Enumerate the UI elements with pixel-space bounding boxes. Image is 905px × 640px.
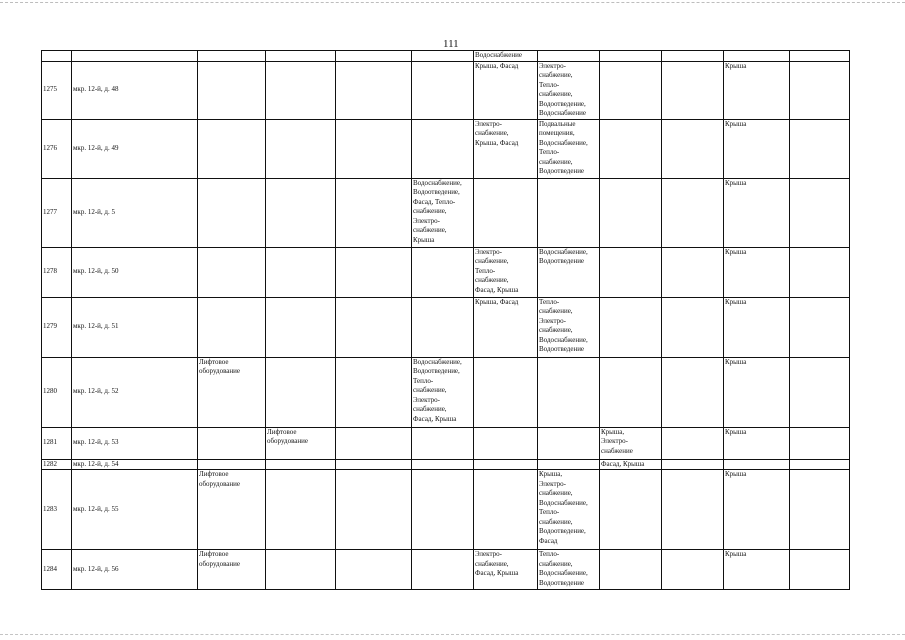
work-item: Тепло- [539, 297, 560, 306]
work-cell [412, 427, 474, 459]
work-cell [538, 61, 600, 119]
work-item: снабжение, [539, 326, 573, 334]
work-item: Крыша [725, 357, 747, 366]
work-item: Электро- [601, 437, 628, 445]
table-row [42, 297, 850, 357]
work-cell [724, 550, 790, 590]
row-number: 1275 [42, 61, 72, 119]
empty-cell [790, 470, 850, 550]
work-item: снабжение, [413, 386, 447, 394]
table-row [42, 247, 850, 297]
work-cell [662, 459, 724, 470]
header-cell: Водоснабжение [474, 51, 538, 62]
row-number: 1283 [42, 470, 72, 550]
work-item: снабжение, [413, 226, 447, 234]
work-cell [266, 61, 336, 119]
work-cell [600, 427, 662, 459]
work-cell [474, 119, 538, 178]
work-item: снабжение [601, 446, 633, 455]
work-item: Водоотведение [539, 578, 585, 587]
work-item: Водоснабжение, [539, 138, 588, 147]
table-row [42, 459, 850, 470]
row-number: 1281 [42, 427, 72, 459]
work-cell [412, 357, 474, 427]
work-item: Крыша, [539, 470, 563, 478]
work-item: Тепло- [539, 550, 560, 558]
work-cell [412, 119, 474, 178]
work-cell [198, 357, 266, 427]
empty-cell [790, 247, 850, 297]
work-cell [336, 357, 412, 427]
work-item: Водоснабжение [539, 109, 587, 117]
work-cell [474, 178, 538, 247]
work-item: Фасад, Крыша [475, 569, 519, 577]
work-cell [724, 178, 790, 247]
row-number: 1276 [42, 119, 72, 178]
work-item: Электро- [413, 216, 440, 225]
work-item: Крыша, Фасад [475, 61, 519, 70]
work-cell [336, 427, 412, 459]
work-item: Водоотведение [539, 257, 585, 265]
work-item: оборудование [267, 437, 309, 445]
table-row [42, 119, 850, 178]
work-cell [538, 470, 600, 550]
work-cell [474, 550, 538, 590]
header-cell [790, 51, 850, 62]
work-cell [724, 247, 790, 297]
empty-cell [790, 297, 850, 357]
empty-cell [790, 427, 850, 459]
work-item: снабжение, [413, 405, 447, 413]
work-item: Тепло- [539, 148, 560, 156]
work-cell [600, 550, 662, 590]
work-cell [724, 297, 790, 357]
work-cell [538, 119, 600, 178]
table-row [42, 61, 850, 119]
work-cell [266, 357, 336, 427]
work-item: Водоотведение [539, 167, 585, 175]
work-cell [600, 297, 662, 357]
work-item: Водоотведение, [413, 188, 460, 196]
work-item: Водоснабжение, [539, 335, 588, 344]
work-cell [412, 550, 474, 590]
work-cell [474, 357, 538, 427]
row-number: 1280 [42, 357, 72, 427]
work-cell [198, 297, 266, 357]
work-cell [662, 550, 724, 590]
work-cell [412, 459, 474, 470]
work-cell [474, 427, 538, 459]
work-cell [600, 470, 662, 550]
header-cell [198, 51, 266, 62]
work-cell [336, 178, 412, 247]
work-item: Фасад, Крыша [601, 459, 645, 468]
table-row [42, 178, 850, 247]
work-cell [266, 550, 336, 590]
work-item: оборудование [199, 367, 241, 375]
work-cell [724, 119, 790, 178]
work-cell [662, 297, 724, 357]
work-cell [474, 297, 538, 357]
empty-cell [790, 119, 850, 178]
empty-cell [790, 357, 850, 427]
work-item: Крыша [413, 235, 435, 244]
header-cell [412, 51, 474, 62]
row-address: мкр. 12-й, д. 54 [72, 459, 198, 470]
work-item: Водоснабжение, [539, 498, 588, 507]
table-row [42, 550, 850, 590]
work-cell [538, 459, 600, 470]
work-item: снабжение, [539, 307, 573, 315]
work-cell [198, 61, 266, 119]
work-item: Водоснабжение, [413, 357, 462, 366]
work-item: Водоснабжение, [539, 247, 588, 256]
work-cell [474, 470, 538, 550]
page-number: 111 [443, 38, 459, 50]
header-cell [336, 51, 412, 62]
work-item: Крыша [725, 470, 747, 478]
work-cell [266, 297, 336, 357]
row-address: мкр. 12-й, д. 52 [72, 357, 198, 427]
work-item: Крыша [725, 550, 747, 558]
repair-schedule-table [41, 50, 850, 590]
row-address: мкр. 12-й, д. 48 [72, 61, 198, 119]
work-item: снабжение, [413, 207, 447, 215]
work-item: помещения, [539, 129, 575, 137]
work-cell [336, 297, 412, 357]
work-cell [662, 427, 724, 459]
work-item: Крыша [725, 427, 747, 436]
scan-edge-bottom [0, 634, 905, 635]
empty-cell [790, 178, 850, 247]
work-cell [198, 550, 266, 590]
header-cell [72, 51, 198, 62]
work-cell [474, 459, 538, 470]
work-cell [538, 297, 600, 357]
work-cell [266, 119, 336, 178]
work-item: снабжение, [539, 90, 573, 98]
work-item: Лифтовое [199, 550, 229, 558]
work-cell [266, 459, 336, 470]
work-item: Крыша [725, 61, 747, 70]
work-item: Крыша, [601, 427, 625, 436]
work-cell [724, 61, 790, 119]
work-item: Крыша [725, 119, 747, 128]
work-item: Лифтовое [199, 357, 229, 366]
header-cell [724, 51, 790, 62]
work-cell [266, 470, 336, 550]
work-cell [538, 357, 600, 427]
row-number: 1277 [42, 178, 72, 247]
work-cell [412, 61, 474, 119]
work-item: Водоснабжение, [539, 569, 588, 577]
work-cell [600, 247, 662, 297]
row-address: мкр. 12-й, д. 49 [72, 119, 198, 178]
work-item: Подвальные [539, 119, 576, 128]
work-item: снабжение, [475, 129, 509, 137]
row-number: 1279 [42, 297, 72, 357]
header-cell [266, 51, 336, 62]
work-cell [474, 61, 538, 119]
work-item: Электро- [413, 395, 440, 404]
work-cell [600, 357, 662, 427]
work-cell [662, 61, 724, 119]
row-address: мкр. 12-й, д. 55 [72, 470, 198, 550]
work-item: Электро- [475, 247, 502, 256]
work-item: Крыша, Фасад [475, 138, 519, 147]
work-item: Электро- [475, 550, 502, 558]
work-cell [336, 61, 412, 119]
work-item: снабжение, [475, 257, 509, 265]
work-cell [266, 427, 336, 459]
work-cell [662, 247, 724, 297]
scan-edge-top [0, 2, 905, 3]
work-item: Крыша [725, 178, 747, 187]
work-item: снабжение, [475, 276, 509, 284]
work-cell [336, 459, 412, 470]
work-cell [538, 178, 600, 247]
work-cell [662, 470, 724, 550]
work-cell [474, 247, 538, 297]
work-item: Фасад [539, 536, 558, 545]
row-number: 1278 [42, 247, 72, 297]
row-address: мкр. 12-й, д. 53 [72, 427, 198, 459]
work-cell [336, 470, 412, 550]
work-cell [662, 178, 724, 247]
table-row [42, 470, 850, 550]
work-item: Водоотведение, [539, 527, 586, 535]
work-item: Фасад, Крыша [413, 414, 457, 423]
work-item: Тепло- [539, 80, 560, 89]
work-item: снабжение, [539, 489, 573, 497]
work-cell [724, 470, 790, 550]
work-item: Водоснабжение, [413, 178, 462, 187]
empty-cell [790, 61, 850, 119]
work-cell [600, 178, 662, 247]
work-item: Фасад, Тепло- [413, 197, 456, 206]
header-cell [538, 51, 600, 62]
work-cell [266, 247, 336, 297]
work-item: Тепло- [475, 266, 496, 275]
work-cell [538, 247, 600, 297]
work-item: Электро- [539, 61, 566, 70]
work-item: снабжение, [539, 157, 573, 166]
work-cell [198, 459, 266, 470]
work-item: Крыша [725, 297, 747, 306]
empty-cell [790, 550, 850, 590]
work-item: Электро- [539, 479, 566, 488]
work-cell [724, 427, 790, 459]
work-cell [600, 119, 662, 178]
empty-cell [790, 459, 850, 470]
header-cell [600, 51, 662, 62]
work-item: Тепло- [413, 376, 434, 385]
work-item: Крыша [725, 247, 747, 256]
table-row [42, 357, 850, 427]
header-cell [662, 51, 724, 62]
table-row [42, 427, 850, 459]
row-number: 1284 [42, 550, 72, 590]
work-cell [412, 178, 474, 247]
work-cell [724, 459, 790, 470]
work-cell [336, 119, 412, 178]
work-cell [662, 357, 724, 427]
row-address: мкр. 12-й, д. 50 [72, 247, 198, 297]
work-item: Электро- [475, 119, 502, 128]
work-cell [266, 178, 336, 247]
work-cell [198, 470, 266, 550]
work-cell [412, 297, 474, 357]
work-cell [538, 550, 600, 590]
work-item: Водоотведение [539, 345, 585, 353]
row-address: мкр. 12-й, д. 51 [72, 297, 198, 357]
work-item: оборудование [199, 559, 241, 568]
work-item: Крыша, Фасад [475, 297, 519, 306]
work-cell [412, 470, 474, 550]
row-address: мкр. 12-й, д. 56 [72, 550, 198, 590]
work-cell [662, 119, 724, 178]
work-cell [600, 459, 662, 470]
work-cell [724, 357, 790, 427]
work-cell [538, 427, 600, 459]
row-number: 1282 [42, 459, 72, 470]
work-item: снабжение, [539, 559, 573, 568]
work-item: Водоотведение, [413, 367, 460, 375]
work-item: снабжение, [539, 517, 573, 526]
work-cell [198, 178, 266, 247]
work-cell [336, 247, 412, 297]
work-item: Лифтовое [199, 470, 229, 478]
work-item: Лифтовое [267, 427, 297, 436]
work-cell [412, 247, 474, 297]
work-item: снабжение, [539, 71, 573, 79]
work-item: Электро- [539, 316, 566, 325]
work-cell [198, 427, 266, 459]
work-cell [336, 550, 412, 590]
header-cell [42, 51, 72, 62]
table-header-row [42, 51, 850, 62]
row-address: мкр. 12-й, д. 5 [72, 178, 198, 247]
work-cell [198, 247, 266, 297]
work-item: Фасад, Крыша [475, 285, 519, 294]
work-item: снабжение, [475, 559, 509, 568]
work-cell [198, 119, 266, 178]
work-item: оборудование [199, 479, 241, 488]
work-item: Тепло- [539, 508, 560, 516]
work-item: Водоотведение, [539, 99, 586, 108]
work-cell [600, 61, 662, 119]
